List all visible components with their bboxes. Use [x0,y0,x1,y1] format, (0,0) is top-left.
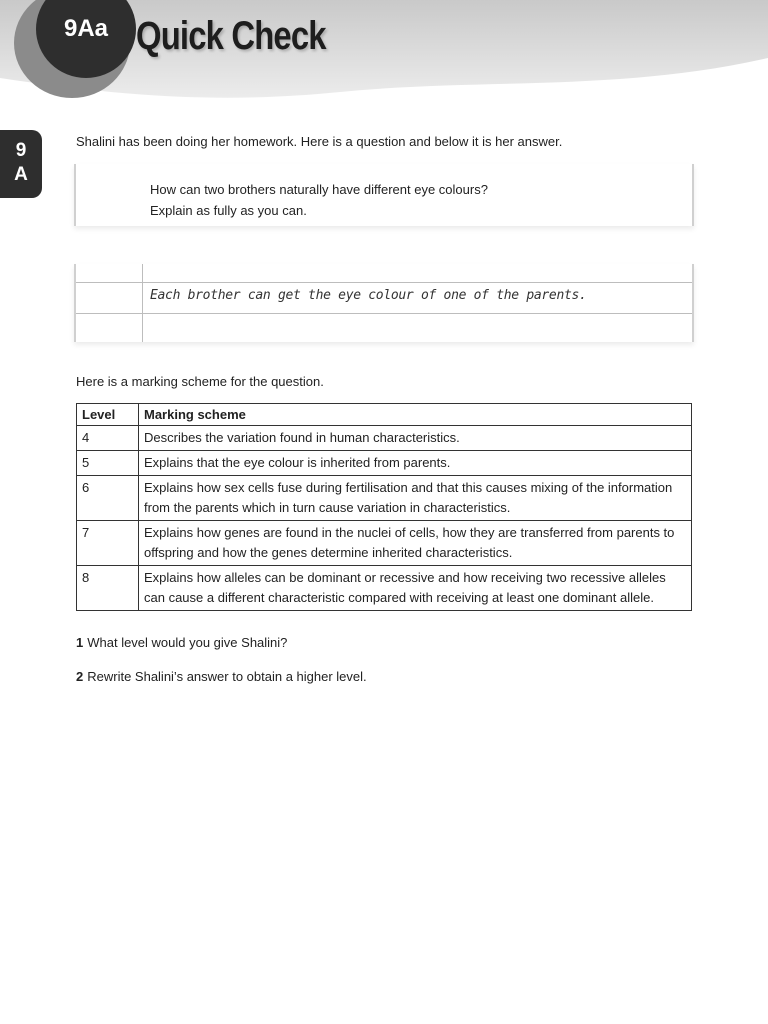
table-row [77,451,692,476]
scheme-cell: Explains how genes are found in the nuclei of cells, how they are transferred from parents to offspring and how the genes determine inherited characteristics. [139,521,692,566]
scheme-cell: Explains that the eye colour is inherited from parents. [139,451,692,476]
question-1-number: 1 [76,635,84,650]
table-row [77,566,692,611]
question-box [74,164,694,226]
scheme-intro-text: Here is a marking scheme for the question. [76,374,324,389]
question-line-2: Explain as fully as you can. [150,203,307,218]
table-row [77,476,692,521]
chapter-tab-letter: A [14,164,28,185]
question-2-text: Rewrite Shalini’s answer to obtain a higher level. [87,669,367,684]
level-cell: 7 [77,521,139,566]
intro-text: Shalini has been doing her homework. Here is a question and below it is her answer. [76,134,563,149]
question-line-1: How can two brothers naturally have different eye colours? [150,182,488,197]
marking-scheme-table [76,403,692,611]
question-2 [76,669,367,684]
table-header-row [77,404,692,426]
chapter-tab-number: 9 [15,140,27,161]
answer-box [74,264,694,342]
scheme-cell: Explains how alleles can be dominant or recessive and how receiving two recessive alleles can cause a different characteristic compared with receiving at least one dominant allele. [139,566,692,611]
level-cell: 5 [77,451,139,476]
page-title: Quick Check [136,14,326,58]
scheme-cell: Describes the variation found in human characteristics. [139,426,692,451]
scheme-cell: Explains how sex cells fuse during fertilisation and that this causes mixing of the information from the parents which in turn cause variation in characteristics. [139,476,692,521]
answer-ruled-line [76,313,692,314]
level-cell: 4 [77,426,139,451]
column-header-level: Level [77,404,139,426]
handwritten-answer: Each brother can get the eye colour of one of the parents. [150,288,587,303]
table-row [77,521,692,566]
column-header-scheme: Marking scheme [139,404,692,426]
level-cell: 8 [77,566,139,611]
question-2-number: 2 [76,669,84,684]
question-1-text: What level would you give Shalini? [87,635,288,650]
question-1 [76,635,287,650]
answer-ruled-line [76,282,692,283]
level-cell: 6 [77,476,139,521]
chapter-tab [0,130,42,198]
section-badge: 9Aa [36,0,136,78]
table-row [77,426,692,451]
answer-margin-line [142,264,143,342]
